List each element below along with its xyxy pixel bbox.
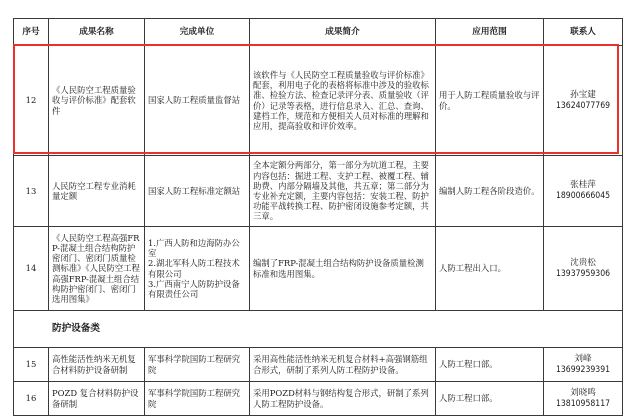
row-name: 《人民防空工程高强FRP-混凝土组合结构防护密闭门、密闭门质量检测标准》《人民防空工程高强FRP-混凝土组合结构防护密闭门、密闭门选用图集》	[49, 227, 145, 311]
row-org: 军事科学院国防工程研究院	[145, 348, 250, 382]
row-no: 12	[14, 46, 49, 156]
row-name: 高性能活性纳米无机复合材料防护设备研制	[49, 348, 145, 382]
org-line: 1.广西人防和边海防办公室	[148, 237, 240, 259]
row-scope: 人防工程口部。	[436, 348, 544, 382]
row-scope: 人防工程出入口。	[436, 227, 544, 311]
table-header-row	[14, 19, 623, 46]
contact-phone: 18900666045	[555, 191, 611, 201]
contact-phone: 13810958117	[555, 398, 611, 409]
results-table-wrapper	[13, 18, 622, 416]
contact-name: 刘晓鸣	[570, 387, 596, 398]
row-contact	[544, 382, 623, 416]
row-no: 13	[14, 156, 49, 227]
contact-phone: 13699239391	[555, 364, 611, 375]
row-scope: 用于人防工程质量验收与评价。	[436, 46, 544, 156]
row-name: POZD 复合材料防护设备研制	[49, 382, 145, 416]
row-contact	[544, 348, 623, 382]
row-org	[145, 227, 250, 311]
row-intro: 采用高性能活性纳米无机复合材料+高强钢筋组合形式，研制了系列人防工程防护设备。	[250, 348, 436, 382]
table-row	[14, 227, 623, 311]
table-row	[14, 382, 623, 416]
row-intro: 全本定额分两部分，第一部分为坑道工程，主要内容包括：掘进工程、支护工程、被覆工程、辅助费、内部分隔墙及其他，共五章；第二部分为专业补充定额，主要内容包括：安装工程、防护功能平战转换工程、防护密闭设施参考定额，共三章。	[250, 156, 436, 227]
row-intro: 采用POZD材料与钢结构复合形式，研制了系列人防工程防护设备。	[250, 382, 436, 416]
org-line: 3.广西南宁人防防护设备有限责任公司	[148, 278, 240, 299]
row-no: 16	[14, 382, 49, 416]
row-contact	[544, 46, 623, 156]
row-no: 15	[14, 348, 49, 382]
row-org: 国家人防工程标准定额站	[145, 156, 250, 227]
org-line: 2.湖北军科人防工程技术有限公司	[148, 258, 240, 279]
row-contact	[544, 156, 623, 227]
row-name: 人民防空工程专业消耗量定额	[49, 156, 145, 227]
row-scope: 编制人防工程各阶段造价。	[436, 156, 544, 227]
header-intro: 成果简介	[250, 19, 436, 46]
section-title: 防护设备类	[14, 311, 623, 348]
contact-name: 张桂萍	[570, 180, 596, 190]
results-table	[13, 18, 623, 416]
header-scope: 应用范围	[436, 19, 544, 46]
header-org: 完成单位	[145, 19, 250, 46]
table-row	[14, 46, 623, 156]
row-intro: 编制了FRP-混凝土组合结构防护设备质量检测标准和选用图集。	[250, 227, 436, 311]
row-no: 14	[14, 227, 49, 311]
contact-name: 沈贵松	[570, 257, 596, 268]
contact-phone: 13624077769	[555, 100, 611, 111]
header-name: 成果名称	[49, 19, 145, 46]
row-org: 国家人防工程质量监督站	[145, 46, 250, 156]
row-intro: 该软件与《人民防空工程质量验收与评价标准》配套，利用电子化的表格将标准中涉及的验收标准、检验方法、检查记录评分表、质量验收（评价）记录等表格，进行信息录入、汇总、查询、建档工作，规范和方便相关人员对标准的理解和应用，提高验收和评价效率。	[250, 46, 436, 156]
row-org: 军事科学院国防工程研究院	[145, 382, 250, 416]
section-row	[14, 311, 623, 348]
contact-name: 孙宝建	[570, 89, 596, 100]
contact-name: 刘峰	[574, 353, 592, 364]
row-scope: 人防工程口部。	[436, 382, 544, 416]
table-row	[14, 156, 623, 227]
row-contact	[544, 227, 623, 311]
table-row	[14, 348, 623, 382]
contact-phone: 13937959306	[555, 268, 611, 279]
header-no: 序号	[14, 19, 49, 46]
row-name: 《人民防空工程质量验收与评价标准》配套软件	[49, 46, 145, 156]
header-contact: 联系人	[544, 19, 623, 46]
